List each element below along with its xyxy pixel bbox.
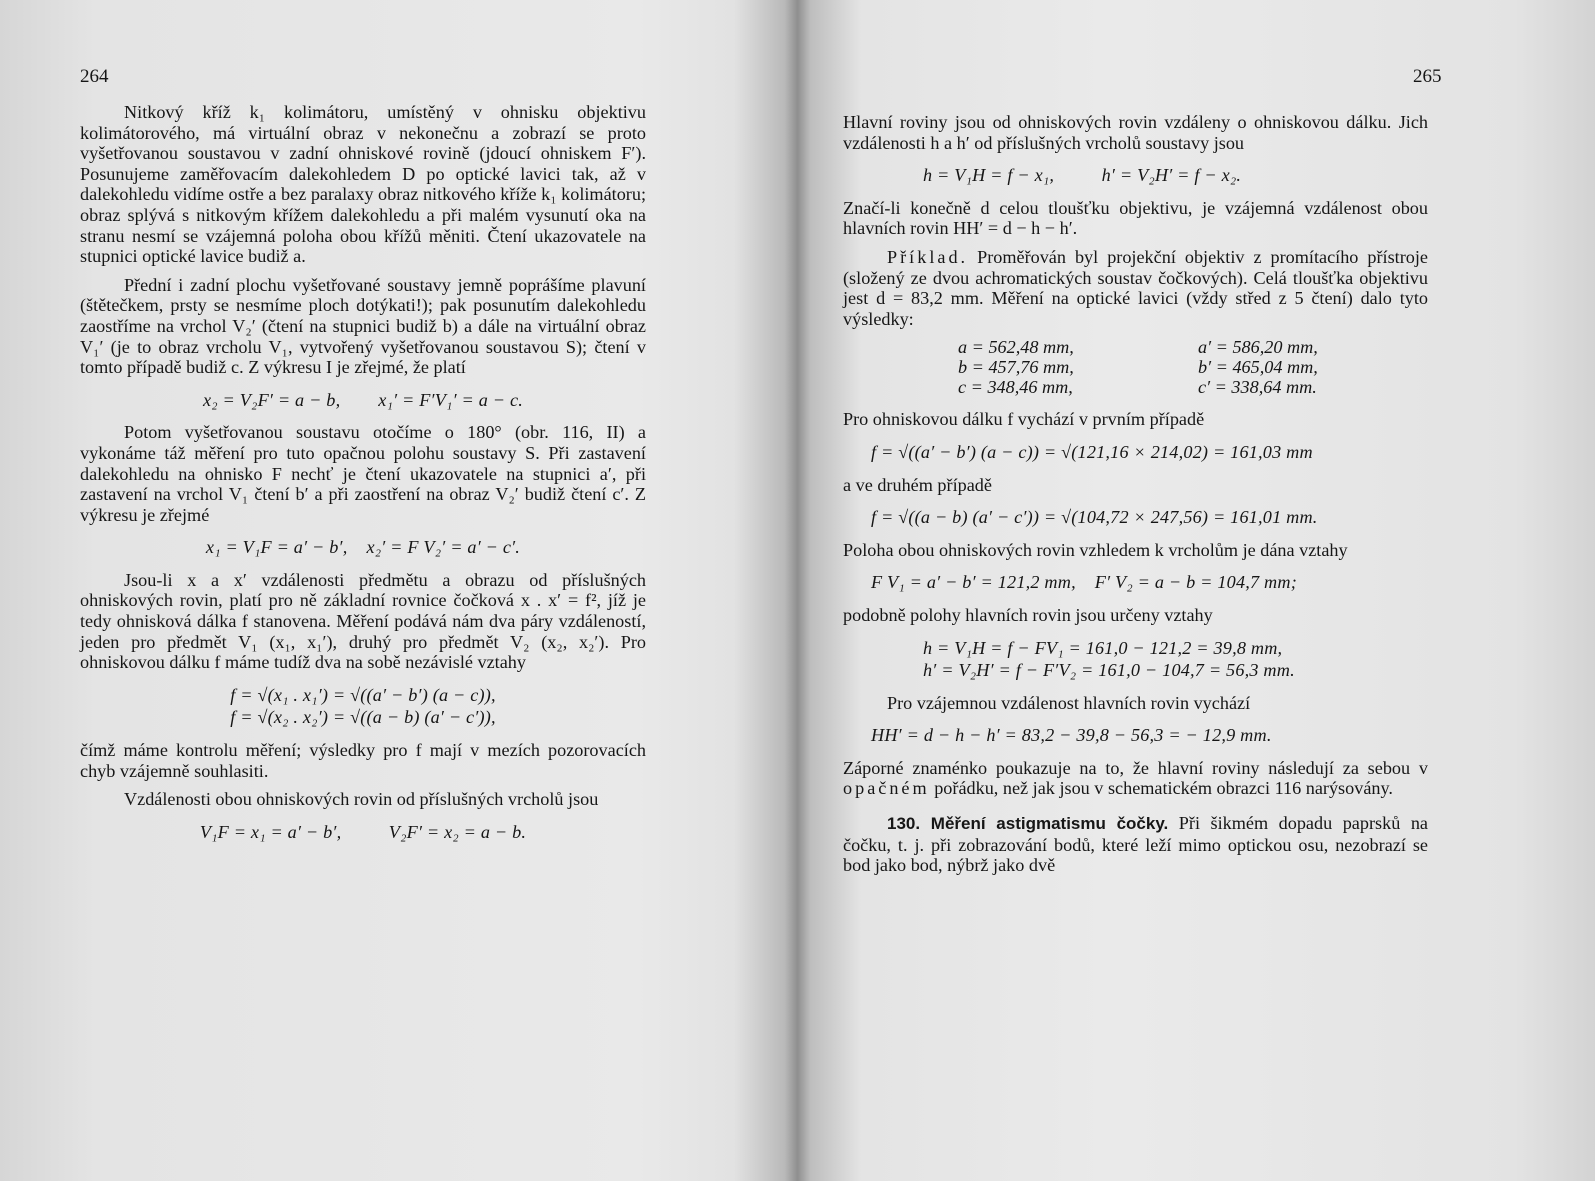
equation: h′ = V₂H′ = f − F′V₂ = 161,0 − 104,7 = 56,3 mm. [923,660,1295,681]
page-number: 264 [80,66,109,87]
paragraph: Vzdálenosti obou ohniskových rovin od příslušných vrcholů jsou [124,789,599,810]
left-page [0,0,760,1181]
right-page [795,0,1595,1181]
result-cell: a′ = 586,20 mm, [1198,337,1318,358]
equation: F V₁ = a′ − b′ = 121,2 mm, F′ V₂ = a − b = 104,7 mm; [871,572,1297,593]
result-cell: b = 457,76 mm, [958,357,1074,378]
paragraph [843,758,1428,799]
paragraph: Potom vyšetřovanou soustavu otočíme o 180° (obr. 116, II) a vykonáme táž měření pro tuto opačnou polohu soustavy S. Při zastavení dalekohledu na ohnisko F nechť je čtení ukazovatele na stupnici a′, při zastavení na vrchol V₁ čtení b′ a při zaostření na obraz V₂′ budiž čtení c′. Z výkresu je zřejmé [80,422,646,525]
paragraph: Značí-li konečně d celou tloušťku objektivu, je vzájemná vzdálenost obou hlavních rovin HH′ = d − h − h′. [843,197,1428,239]
result-cell: b′ = 465,04 mm, [1198,357,1318,378]
equation: f = √(x₂ . x₂′) = √((a − b) (a′ − c′)), [230,707,496,728]
paragraph: Jsou-li x a x′ vzdálenosti předmětu a obrazu od příslušných ohniskových rovin, platí pro ně základní rovnice čočková x . x′ = f², jíž je tedy ohnisková dálka f stanovena. Měření podává nám dva páry vzdáleností, jeden pro předmět V₁ (x₁, x₁′), druhý pro předmět V₂ (x₂, x₂′). Pro ohniskovou dálku f máme tudíž dva na sobě nezávislé vztahy [80,569,646,673]
paragraph: Pro ohniskovou dálku f vychází v prvním případě [843,409,1205,430]
paragraph-text: Při šikmém dopadu paprsků na čočku, t. j. při zobrazování bodů, které leží mimo optickou osu, nezobrazí se bod jako bod, nýbrž jako dvě [843,813,1428,876]
paragraph-text: Proměřován byl projekční objektiv z promítacího přístroje (složený ze dvou achromatických soustav čočkových). Celá tloušťka objektivu jest d = 83,2 mm. Měření na optické lavici (vždy střed z 5 čtení) dalo tyto výsledky: [843,246,1428,329]
section-paragraph [843,813,1428,876]
paragraph: Pro vzájemnou vzdálenost hlavních rovin vychází [887,692,1251,713]
paragraph-text: pořádku, než jak jsou v schematickém obrazci 116 narýsovány. [929,778,1393,799]
example-label: Příklad. [887,246,969,267]
result-cell: c = 348,46 mm, [958,377,1073,398]
result-cell: a = 562,48 mm, [958,337,1074,358]
paragraph: a ve druhém případě [843,474,992,495]
equation: HH′ = d − h − h′ = 83,2 − 39,8 − 56,3 = − 12,9 mm. [871,725,1272,746]
equation: V₁F = x₁ = a′ − b′, V₂F′ = x₂ = a − b. [199,821,527,842]
paragraph: Přední i zadní plochu vyšetřované soustavy jemně poprášíme plavuní (štětečkem, prsty se nesmíme ploch dotýkati!); pak posunutím dalekohledu zaostříme na vrchol V₂′ (čtení na stupnici budiž b) a dále na virtuální obraz V₁′ (je to obraz vrcholu V₁, vytvořený vyšetřovanou soustavou S); čtení v tomto případě budiž c. Z výkresu I je zřejmé, že platí [80,274,646,378]
equation: x₂ = V₂F′ = a − b, x₁′ = F′V₁′ = a − c. [202,389,523,410]
page-number: 265 [1413,66,1442,87]
results-table [843,337,1428,397]
paragraph: Hlavní roviny jsou od ohniskových rovin vzdáleny o ohniskovou dálku. Jich vzdálenosti h a h′ od příslušných vrcholů soustavy jsou [843,112,1428,153]
equation: f = √((a′ − b′) (a − c)) = √(121,16 × 214,02) = 161,03 mm [871,441,1313,462]
equation: h = V₁H = f − x₁, h′ = V₂H′ = f − x₂. [923,165,1242,186]
paragraph: Poloha obou ohniskových rovin vzhledem k vrcholům je dána vztahy [843,539,1348,560]
section-heading: 130. Měření astigmatismu čočky. [887,814,1169,834]
equation: f = √((a − b) (a′ − c′)) = √(104,72 × 247,56) = 161,01 mm. [871,507,1318,528]
emphasized-word: opačném [843,778,930,799]
paragraph: čímž máme kontrolu měření; výsledky pro f mají v mezích pozorovacích chyb vzájemně souhlasiti. [80,740,646,781]
equation: x₁ = V₁F = a′ − b′, x₂′ = F V₂′ = a′ − c′. [205,537,521,558]
left-page-text [80,102,646,854]
equation: h = V₁H = f − FV₁ = 161,0 − 121,2 = 39,8 mm, [923,637,1283,658]
right-page-text [843,112,1428,884]
result-cell: c′ = 338,64 mm. [1198,377,1317,398]
paragraph: Nitkový kříž k₁ kolimátoru, umístěný v ohnisku objektivu kolimátorového, má virtuální obraz v nekonečnu a zobrazí se proto vyšetřovanou soustavou v zadní ohniskové rovině (jdoucí ohniskem F′). Posunujeme zaměřovacím dalekohledem D po optické lavici tak, až v dalekohledu vidíme ostře a bez paralaxy obraz nitkového kříže k₁ kolimátoru; obraz splývá s nitkovým křížem dalekohledu a při malém vysunutí oka na stranu nesmí se vzájemná poloha obou křížů měniti. Čtení ukazovatele na stupnici optické lavice budiž a. [80,102,646,267]
equation: f = √(x₁ . x₁′) = √((a′ − b′) (a − c)), [230,684,496,705]
paragraph [843,247,1428,329]
paragraph: podobně polohy hlavních rovin jsou určeny vztahy [843,604,1213,625]
paragraph-text: Záporné znaménko poukazuje na to, že hlavní roviny následují za sebou v [843,757,1428,778]
